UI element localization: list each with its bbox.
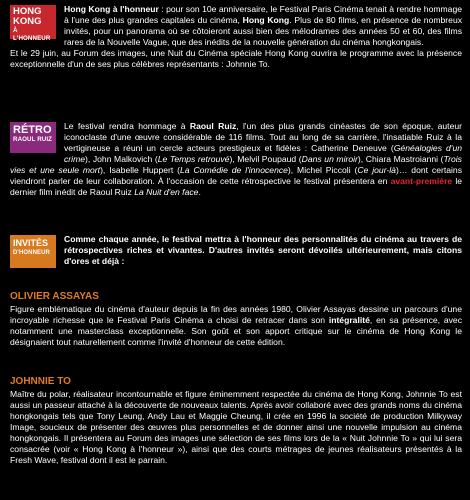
badge-hk-line1: HONG KONG (13, 6, 42, 27)
badge-invites (10, 235, 56, 268)
badge-invites-line1: INVITÉS (13, 238, 49, 248)
section-invites (10, 234, 462, 270)
section-assayas (10, 304, 462, 348)
retro-t2: , l'un des plus grands cinéastes de son époque, auteur iconoclaste d'une œuvre considérable de 116 films. Tout au long de sa carrière, l'insatiable Ruiz à la vertigineuse a réuni un cercle acteurs prestigieux et fidèles : Catherine Deneuve ( (64, 121, 462, 153)
retro-film-3: Dans un miroir (301, 154, 358, 164)
assayas-integralite: intégralité (328, 315, 370, 325)
badge-invites-line2: D'HONNEUR (13, 250, 50, 256)
retro-t7: ), Michel Piccoli ( (287, 165, 358, 175)
section-retro (10, 121, 462, 198)
retro-t5: ), Chiara Mastroianni ( (357, 154, 444, 164)
assayas-paragraph (10, 304, 462, 348)
retro-film-2: Le Temps retrouvé (157, 154, 230, 164)
assayas-heading: OLIVIER ASSAYAS (10, 291, 99, 302)
badge-retro-line1: RÉTRO (13, 124, 52, 136)
invites-intro: Comme chaque année, le festival mettra à l'honneur des personnalités du cinéma au travers de rétrospectives riches et vivantes. D'autres invités seront dévoilés ultérieurement, mais citons d'ores et déjà : (64, 234, 462, 266)
badge-retro-line2: RAOUL RUIZ (13, 136, 53, 143)
retro-film-4: Trois vies et une seule mort (10, 154, 462, 175)
hk-lead: Hong Kong à l'honneur (64, 4, 159, 14)
retro-film-5: La Comédie de l'innocence (180, 165, 288, 175)
hk-paragraph-2: Et le 29 juin, au Forum des images, une Nuit du Cinéma spéciale Hong Kong ouvrira le programme avec la présence exceptionnelle d'un de ses plus célèbres représentants : Johnnie To. (10, 48, 462, 69)
retro-film-7: La Nuit d'en face (134, 187, 199, 197)
badge-retro (10, 122, 56, 153)
section-hong-kong (10, 4, 462, 70)
retro-name: Raoul Ruiz (189, 121, 237, 131)
retro-t10: . (198, 187, 201, 197)
retro-t6: ), Isabelle Huppert ( (100, 165, 181, 175)
assayas-t2: , en sa présence, avec notamment une masterclass exceptionnelle. Son goût et son apport critique sur le cinéma de Hong Kong le désignaient tout naturellement comme l'invité d'honneur de cette édition. (10, 315, 463, 347)
retro-t9: le dernier film inédit de Raoul Ruiz (10, 176, 463, 197)
hk-paragraph (10, 4, 462, 48)
to-heading: JOHNNIE TO (10, 376, 71, 387)
hk-text-2: . Plus de 80 films, en présence de nombreux invités, pour un panorama où se côtoieront aussi bien des mélodrames des années 50 et 60, des films rares de la Nouvelle Vague, que des inédits de la nouvelle génération du cinéma hongkongais. (64, 15, 463, 47)
retro-film-1: Généalogies d'un crime (64, 143, 462, 164)
retro-t4: ), Melvil Poupaud ( (229, 154, 302, 164)
section-johnnie-to (10, 389, 462, 466)
retro-avant-premiere: avant-première (390, 176, 453, 186)
to-paragraph: Maître du polar, réalisateur incontournable et figure éminemment respectée du cinéma de Hong Kong, Johnnie To est aussi un passeur attaché à la découverte de nouveaux talents. Après avoir collaboré avec des grands noms du cinéma hongkongais tels que Tony Leung, Andy Lau et Maggie Cheung, il crée en 1996 la société de production Milkyway Image, soucieux de présenter des œuvres plus personnelles et de donner ainsi une nouvelle impulsion au cinéma hongkongais. Il présentera au Forum des images une sélection de ses films lors de la « Nuit Johnnie To » qui lui sera consacrée (voir « Hong Kong à l'honneur »), ainsi que des courts métrages de jeunes réalisateurs présentés à la Fresh Wave, festival dont il est le parrain. (10, 389, 462, 465)
badge-hk-line2: À L'HONNEUR (13, 27, 51, 42)
retro-paragraph (10, 121, 462, 198)
retro-film-6: Ce jour-là (357, 165, 396, 175)
hk-bold: Hong Kong (242, 15, 290, 25)
retro-t1: Le festival rendra hommage à (64, 121, 190, 131)
hk-text-1: : pour son 10e anniversaire, le Festival Paris Cinéma tenait à rendre hommage à l'une des plus grandes capitales du cinéma, (64, 4, 462, 25)
badge-hong-kong (10, 5, 56, 42)
retro-t8: )… dont certains viendront parler de leur collaboration. À l'occasion de cette rétrospective le festival présentera en (10, 165, 462, 186)
assayas-t1: Figure emblématique du cinéma d'auteur depuis la fin des années 1980, Olivier Assayas dessine un parcours d'une incroyable richesse que le Festival Paris Cinéma a choisi de retracer dans son (10, 304, 462, 325)
retro-t3: ), John Malkovich ( (85, 154, 158, 164)
